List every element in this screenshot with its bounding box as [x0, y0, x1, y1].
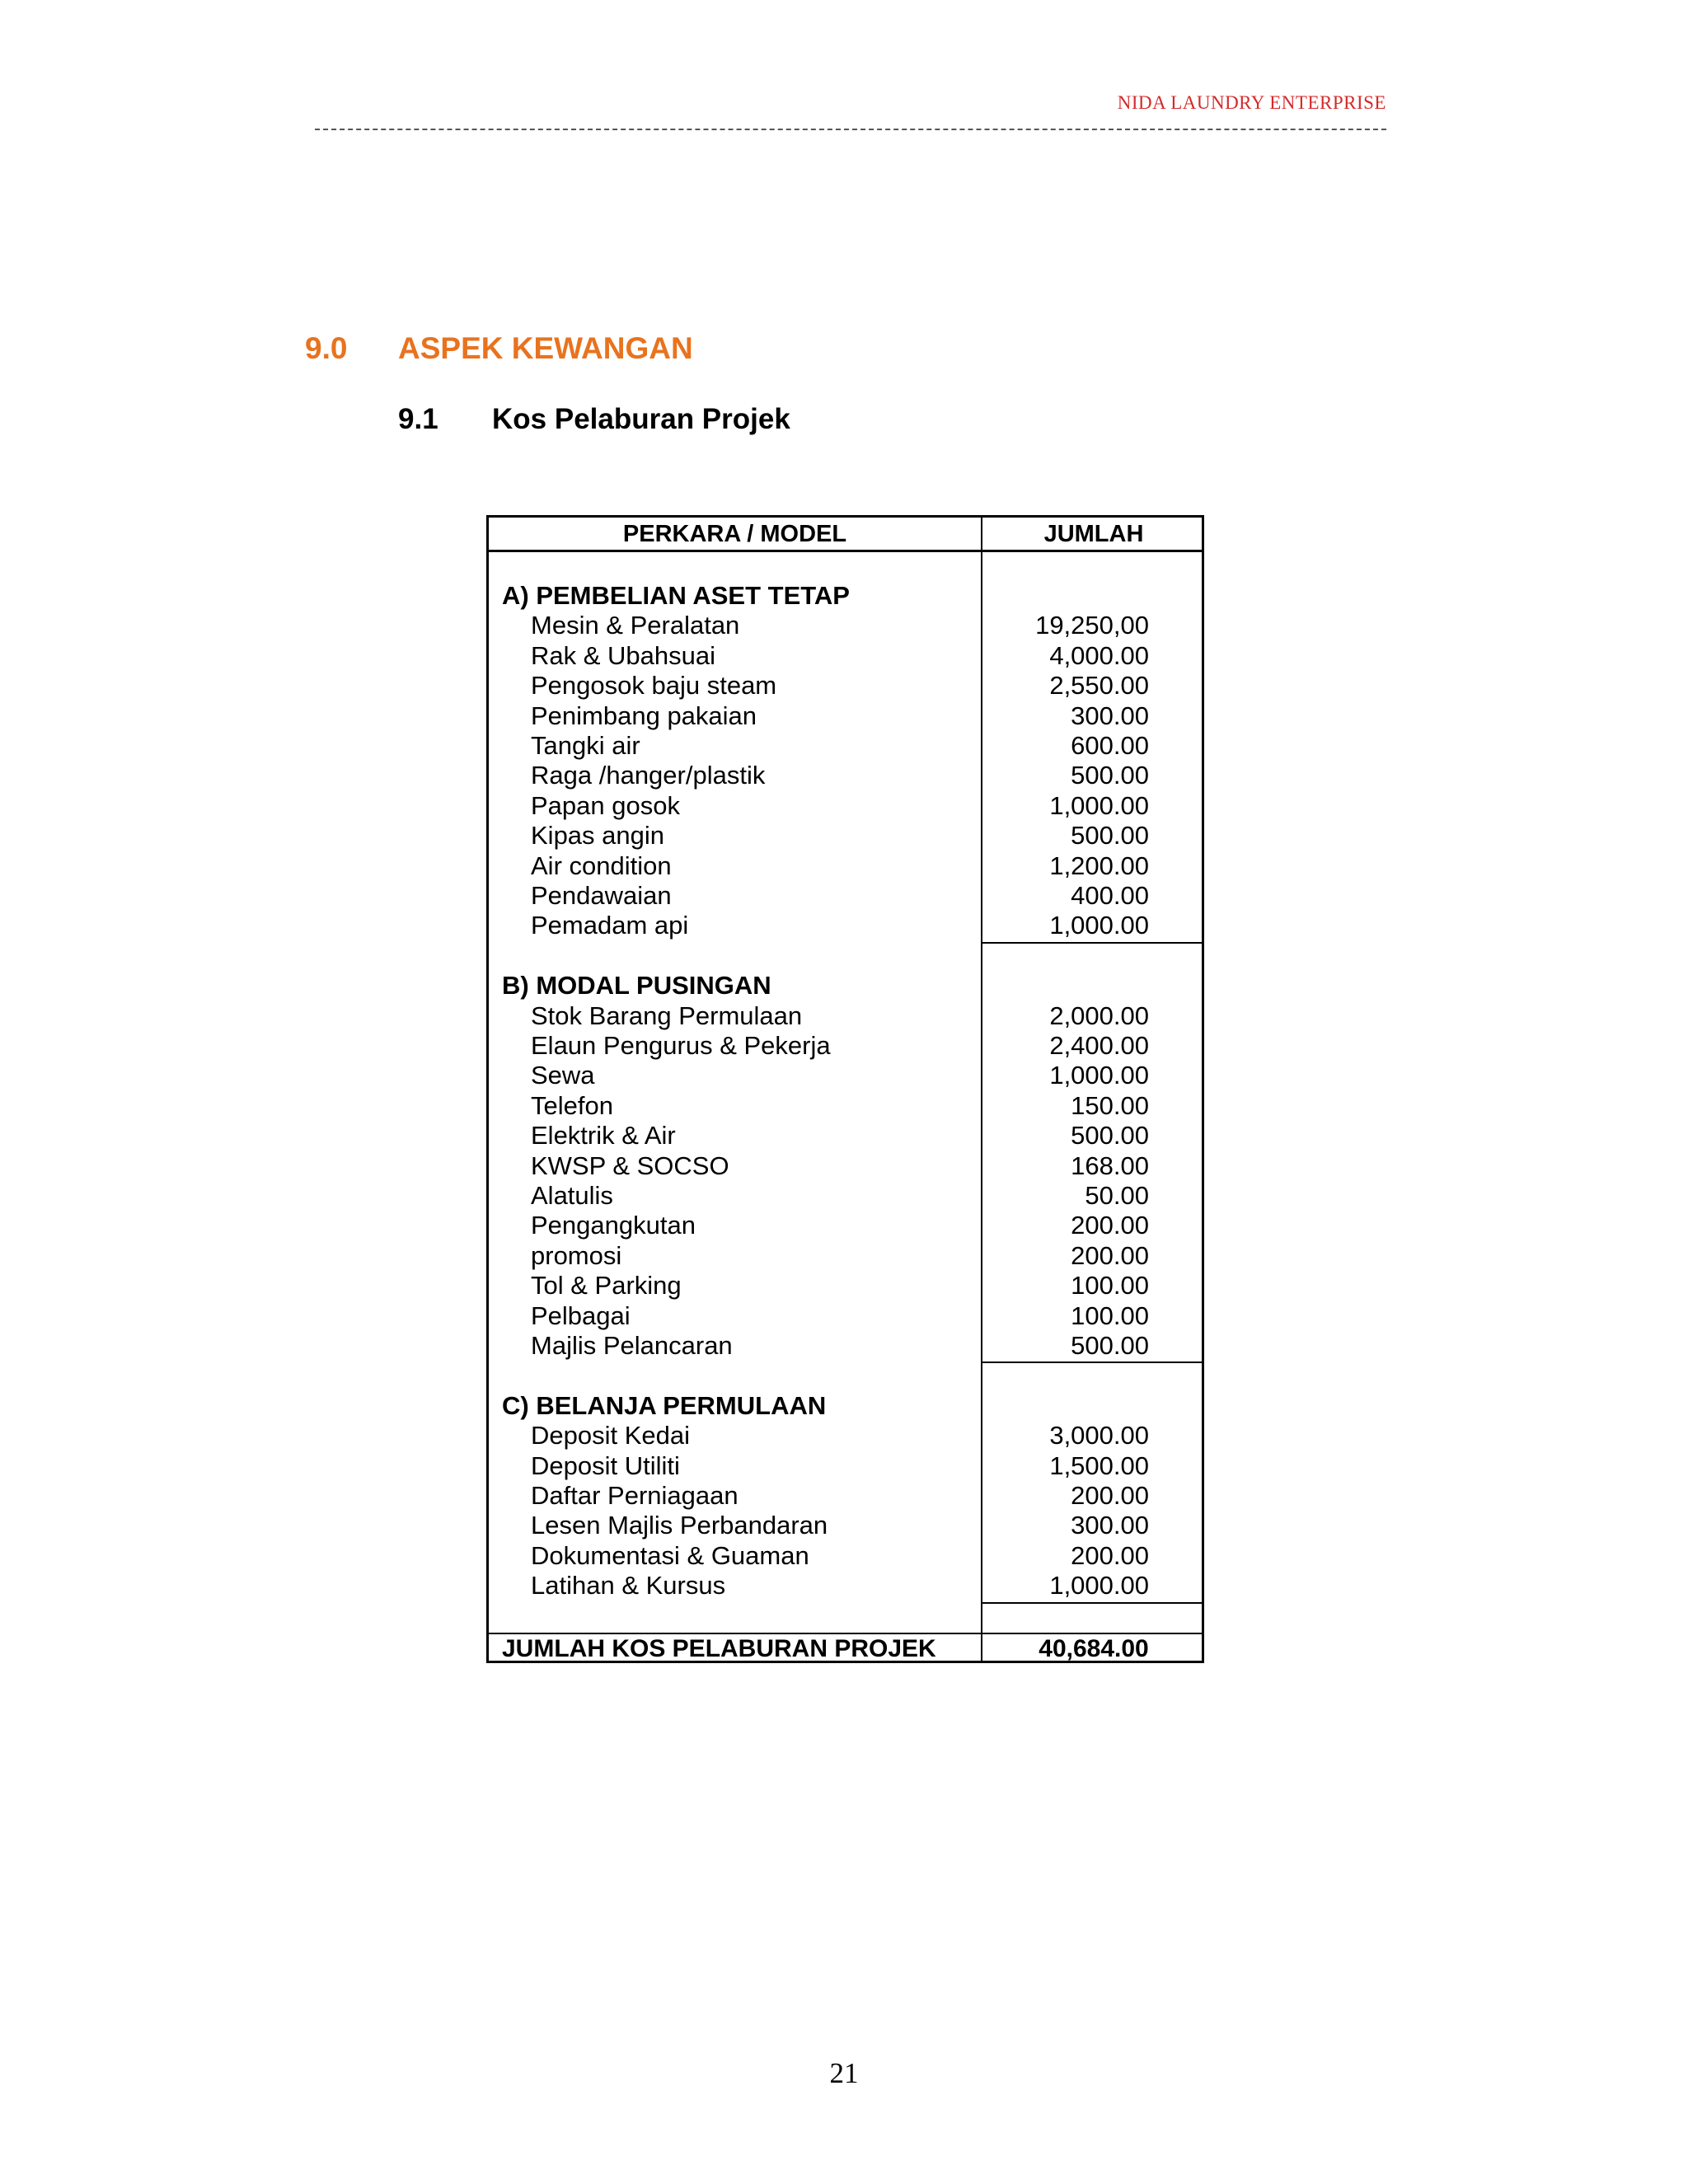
item-name: Elaun Pengurus & Pekerja: [531, 1031, 831, 1060]
table-row: [489, 1511, 1202, 1540]
table-row: [489, 1331, 1202, 1361]
item-amount: 100.00: [1071, 1271, 1149, 1301]
table-row: [489, 1031, 1202, 1061]
section-label: C) BELANJA PERMULAAN: [502, 1390, 827, 1420]
item-name: Air condition: [531, 851, 672, 880]
table-row: [489, 1091, 1202, 1121]
item-amount: 500.00: [1071, 1121, 1149, 1151]
item-name: Pelbagai: [531, 1301, 631, 1330]
table-row: [489, 1421, 1202, 1451]
item-name: Raga /hanger/plastik: [531, 761, 766, 790]
item-name: Sewa: [531, 1061, 595, 1090]
item-amount: 1,500.00: [1049, 1451, 1149, 1480]
item-name: promosi: [531, 1240, 622, 1270]
item-name: Rak & Ubahsuai: [531, 640, 716, 670]
item-name: Stok Barang Permulaan: [531, 1001, 803, 1030]
item-name: Lesen Majlis Perbandaran: [531, 1511, 828, 1540]
item-name: Papan gosok: [531, 790, 680, 820]
table-row: [489, 731, 1202, 761]
table-row: [489, 1481, 1202, 1511]
total-rule: [489, 1633, 1202, 1634]
table-row: [489, 641, 1202, 671]
table-row: [489, 1241, 1202, 1271]
table-row: [489, 611, 1202, 640]
item-amount: 600.00: [1071, 731, 1149, 760]
item-amount: 150.00: [1071, 1090, 1149, 1120]
item-name: Alatulis: [531, 1181, 613, 1210]
section-title: ASPEK KEWANGAN: [398, 331, 693, 365]
table-row: [489, 881, 1202, 911]
table-row: [489, 1271, 1202, 1301]
item-name: Pengangkutan: [531, 1211, 696, 1240]
section-label: A) PEMBELIAN ASET TETAP: [502, 581, 850, 610]
item-name: Daftar Perniagaan: [531, 1481, 738, 1510]
item-amount: 200.00: [1071, 1540, 1149, 1570]
total-amount: 40,684.00: [1039, 1635, 1149, 1662]
item-amount: 1,200.00: [1049, 851, 1149, 880]
table-row: [489, 1181, 1202, 1211]
item-amount: 2,000.00: [1049, 1001, 1149, 1030]
table-row: [489, 701, 1202, 731]
table-row: [489, 1151, 1202, 1181]
header-company: NIDA LAUNDRY ENTERPRISE: [1117, 92, 1386, 113]
item-amount: 1,000.00: [1049, 911, 1149, 940]
item-amount: 300.00: [1071, 701, 1149, 730]
total-label: JUMLAH KOS PELABURAN PROJEK: [502, 1635, 936, 1662]
item-amount: 200.00: [1071, 1481, 1149, 1510]
item-amount: 1,000.00: [1049, 790, 1149, 820]
item-name: Tol & Parking: [531, 1271, 682, 1301]
item-name: Pemadam api: [531, 911, 689, 940]
item-amount: 2,550.00: [1049, 671, 1149, 701]
item-name: Dokumentasi & Guaman: [531, 1540, 809, 1570]
item-name: Mesin & Peralatan: [531, 611, 740, 640]
item-amount: 100.00: [1071, 1301, 1149, 1330]
subsection-number: 9.1: [398, 403, 438, 435]
table-row: [489, 821, 1202, 851]
item-amount: 200.00: [1071, 1240, 1149, 1270]
item-amount: 1,000.00: [1049, 1571, 1149, 1601]
table-row: [489, 911, 1202, 940]
subtotal-rule: [981, 1602, 1202, 1604]
item-amount: 168.00: [1071, 1151, 1149, 1180]
investment-cost-table: [486, 515, 1204, 1663]
item-amount: 2,400.00: [1049, 1031, 1149, 1060]
column-header-amount: JUMLAH: [1043, 521, 1144, 547]
table-row: [489, 1211, 1202, 1240]
item-name: Majlis Pelancaran: [531, 1331, 733, 1360]
item-amount: 50.00: [1085, 1181, 1149, 1210]
table-row: [489, 1001, 1202, 1031]
table-row: [489, 1061, 1202, 1090]
item-name: KWSP & SOCSO: [531, 1151, 729, 1180]
item-name: Deposit Utiliti: [531, 1451, 680, 1480]
subtotal-rule: [981, 942, 1202, 944]
header-divider: [315, 129, 1386, 130]
header-rule: [489, 550, 1202, 552]
item-amount: 4,000.00: [1049, 640, 1149, 670]
table-row: [489, 851, 1202, 881]
item-amount: 300.00: [1071, 1511, 1149, 1540]
item-amount: 1,000.00: [1049, 1061, 1149, 1090]
section-label: B) MODAL PUSINGAN: [502, 971, 771, 1001]
table-row: [489, 1541, 1202, 1571]
table-row: [489, 761, 1202, 790]
table-row: [489, 671, 1202, 701]
item-amount: 19,250,00: [1035, 611, 1149, 640]
section-number: 9.0: [305, 331, 348, 365]
table-row: [489, 1571, 1202, 1601]
item-name: Latihan & Kursus: [531, 1571, 726, 1601]
item-amount: 3,000.00: [1049, 1421, 1149, 1451]
item-amount: 500.00: [1071, 821, 1149, 851]
subtotal-rule: [981, 1361, 1202, 1363]
table-row: [489, 1301, 1202, 1331]
item-amount: 200.00: [1071, 1211, 1149, 1240]
item-amount: 500.00: [1071, 761, 1149, 790]
table-row: [489, 791, 1202, 821]
item-name: Pendawaian: [531, 881, 672, 910]
page-number: 21: [829, 2057, 859, 2089]
item-name: Pengosok baju steam: [531, 671, 777, 701]
table-row: [489, 1121, 1202, 1151]
item-amount: 400.00: [1071, 881, 1149, 910]
item-name: Penimbang pakaian: [531, 701, 757, 730]
column-header-item: PERKARA / MODEL: [622, 521, 847, 547]
item-name: Tangki air: [531, 731, 640, 760]
subsection-title: Kos Pelaburan Projek: [492, 403, 790, 435]
table-row: [489, 1451, 1202, 1481]
item-name: Telefon: [531, 1090, 613, 1120]
item-name: Elektrik & Air: [531, 1121, 676, 1151]
item-name: Kipas angin: [531, 821, 665, 851]
item-name: Deposit Kedai: [531, 1421, 691, 1451]
item-amount: 500.00: [1071, 1331, 1149, 1360]
